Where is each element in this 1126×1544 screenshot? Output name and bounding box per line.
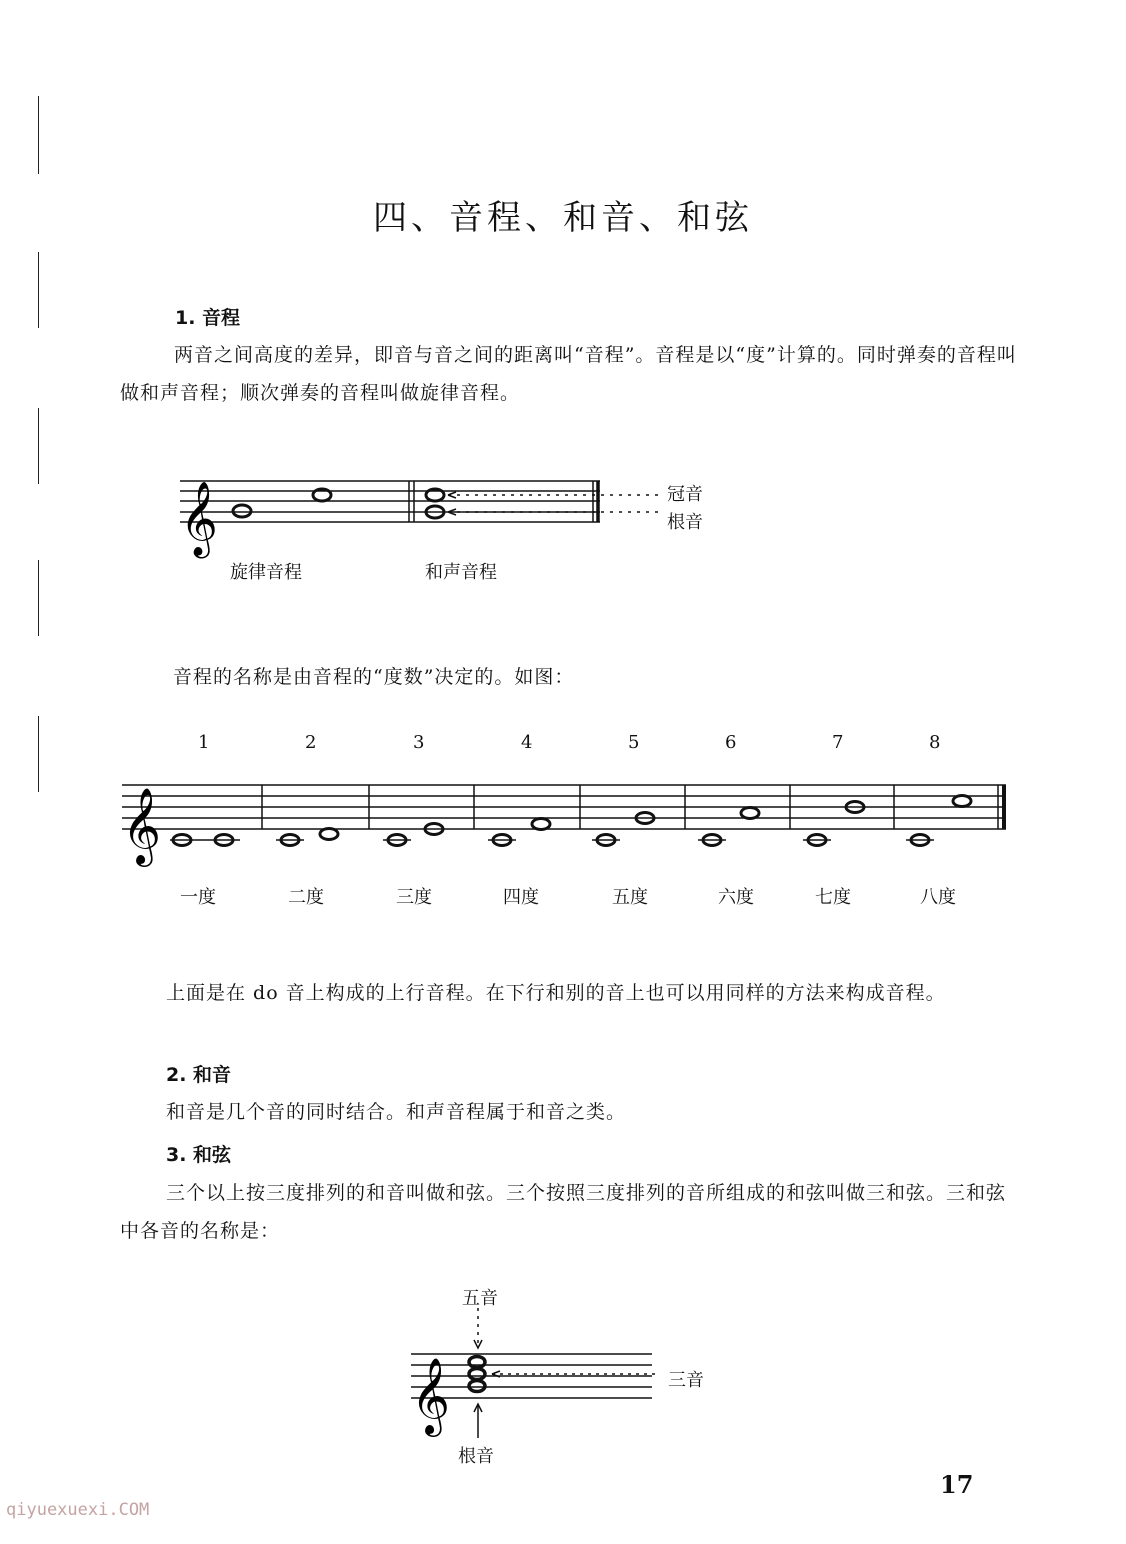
interval-number: 4: [521, 732, 533, 753]
interval-number: 6: [725, 732, 737, 753]
section-heading-harmony: 2. 和音: [166, 1064, 232, 1086]
interval-number: 8: [929, 732, 941, 753]
label-root-note: 根音: [667, 512, 703, 533]
interval-name: 四度: [503, 887, 539, 908]
treble-clef-icon: 𝄞: [122, 787, 162, 864]
interval-number: 7: [832, 732, 844, 753]
interval-name: 二度: [288, 887, 324, 908]
interval-number: 5: [628, 732, 640, 753]
page-number: 17: [940, 1470, 974, 1499]
treble-clef-icon: 𝄞: [180, 482, 218, 556]
interval-number: 2: [305, 732, 317, 753]
paragraph-chord: 三个以上按三度排列的和音叫做和弦。三个按照三度排列的音所组成的和弦叫做三和弦。三和弦中各音的名称是：: [120, 1182, 1007, 1242]
interval-name: 一度: [180, 887, 216, 908]
label-top-note: 冠音: [667, 484, 703, 505]
paragraph-interval-names: 音程的名称是由音程的“度数”决定的。如图：: [173, 666, 575, 688]
paragraph-harmony: 和音是几个音的同时结合。和声音程属于和音之类。: [166, 1101, 627, 1123]
interval-name: 五度: [612, 887, 648, 908]
label-fifth: 五音: [462, 1288, 498, 1309]
interval-number: 3: [413, 732, 425, 753]
paragraph-ascending-intervals: 上面是在 do 音上构成的上行音程。在下行和别的音上也可以用同样的方法来构成音程。: [166, 982, 946, 1004]
section-heading-interval: 1. 音程: [175, 307, 241, 329]
interval-name: 三度: [396, 887, 432, 908]
interval-name: 七度: [815, 887, 851, 908]
interval-name: 八度: [920, 887, 956, 908]
interval-name: 六度: [718, 887, 754, 908]
label-third: 三音: [668, 1370, 704, 1391]
caption-harmonic-interval: 和声音程: [425, 562, 497, 583]
interval-number: 1: [198, 732, 210, 753]
section-heading-chord: 3. 和弦: [166, 1144, 232, 1166]
label-root: 根音: [458, 1446, 494, 1467]
watermark: qiyuexuexi.COM: [6, 1500, 150, 1520]
paragraph-interval: 两音之间高度的差异，即音与音之间的距离叫“音程”。音程是以“度”计算的。同时弹奏的音程叫做和声音程；顺次弹奏的音程叫做旋律音程。: [120, 344, 1017, 404]
page-title: 四、音程、和音、和弦: [373, 198, 753, 238]
caption-melodic-interval: 旋律音程: [230, 562, 302, 583]
treble-clef-icon: 𝄞: [411, 1357, 451, 1434]
